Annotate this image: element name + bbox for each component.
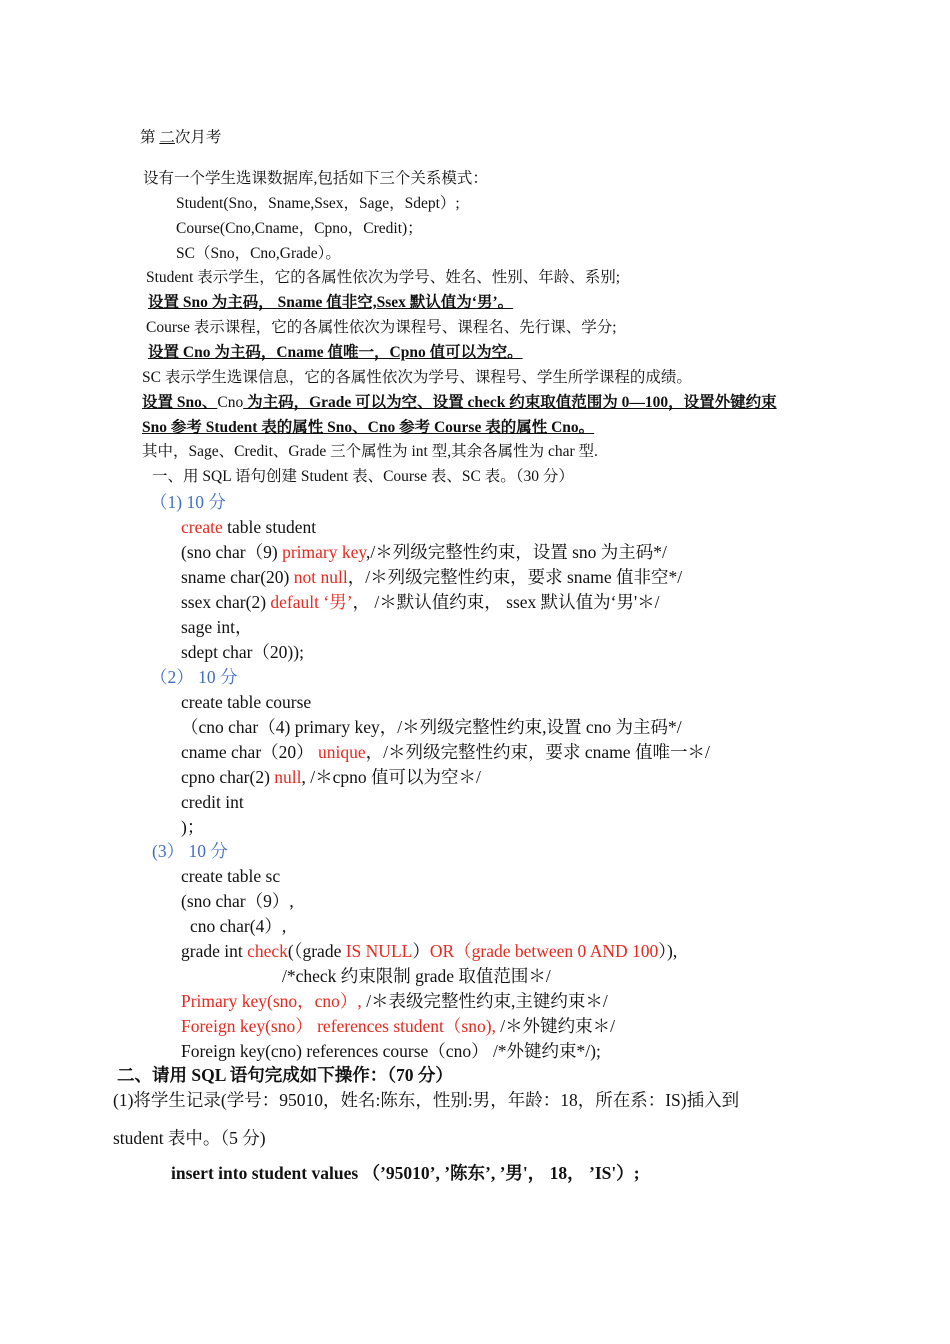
title-prefix: 第: [140, 129, 160, 146]
code-text: (（grade: [287, 941, 346, 961]
keyword: default ‘男’: [270, 592, 353, 612]
sc-requirements-line1: [142, 392, 777, 414]
q1-code-line4: [181, 591, 660, 613]
code-comment: /＊表级完整性约束,主键约束＊/: [361, 991, 608, 1011]
q2-code-line6: )；: [181, 817, 205, 837]
code-text: (sno char（9): [181, 542, 283, 562]
sc-requirements-line2: Sno 参考 Student 表的属性 Sno、Cno 参考 Course 表的属性 Cno。: [142, 419, 595, 436]
student-requirements: 设置 Sno 为主码， Sname 值非空,Ssex 默认值为‘男’。: [148, 294, 514, 311]
q1-code-line6: sdept char（20));: [181, 642, 304, 662]
q2-code-line1: create table course: [181, 692, 312, 712]
keyword: unique: [318, 742, 366, 762]
code-comment: ，/＊列级完整性约束，要求 cname 值唯一＊/: [365, 742, 710, 762]
keyword: not null: [293, 567, 348, 587]
keyword: check: [247, 941, 288, 961]
q3-label: (3） 10 分: [152, 841, 228, 861]
keyword: Primary key(sno，cno）,: [181, 991, 362, 1011]
sc-req-part-b: Cno: [217, 394, 244, 411]
code-text: table student: [222, 517, 317, 537]
page-title: [140, 127, 221, 149]
keyword: IS NULL: [345, 941, 413, 961]
part2-question1-line2: student 表中。（5 分): [113, 1128, 266, 1148]
part2-question1-answer: insert into student values （’95010’, ’陈东’, ’男'， 18， ’IS'）;: [171, 1163, 640, 1183]
q2-code-line2: （cno char（4) primary key，/＊列级完整性约束,设置 cno 为主码*/: [181, 717, 682, 737]
q3-code-line3: cno char(4）,: [190, 916, 287, 936]
code-comment: ，/＊列级完整性约束，要求 sname 值非空*/: [347, 567, 683, 587]
keyword: create: [181, 517, 223, 537]
q1-code-line5: sage int，: [181, 617, 253, 637]
q1-code-line3: [181, 566, 682, 588]
q2-label: （2） 10 分: [150, 667, 238, 687]
sc-req-part-a: 设置 Sno、: [142, 394, 218, 411]
schema-student: Student(Sno，Sname,Ssex，Sage，Sdept）;: [176, 195, 460, 212]
sc-req-part-c: 为主码，Grade 可以为空、设置 check 约束取值范围为 0—100，设置外键约束: [243, 394, 777, 411]
q2-code-line3: [181, 741, 710, 763]
code-comment: ， /＊默认值约束， ssex 默认值为‘男'＊/: [352, 592, 660, 612]
q3-code-line5: /*check 约束限制 grade 取值范围＊/: [282, 966, 551, 986]
code-comment: /＊外键约束＊/: [495, 1016, 616, 1036]
keyword: primary key: [282, 542, 366, 562]
part2-heading: 二、请用 SQL 语句完成如下操作：（70 分）: [117, 1065, 453, 1085]
q3-code-line8: Foreign key(cno) references course（cno） /*外键约束*/);: [181, 1041, 601, 1061]
q3-code-line4: [181, 940, 677, 962]
code-comment: , /＊cpno 值可以为空＊/: [301, 767, 481, 787]
code-text: ）),: [658, 941, 678, 961]
keyword: null: [274, 767, 302, 787]
intro-line: 设有一个学生选课数据库,包括如下三个关系模式：: [143, 170, 488, 187]
schema-sc: SC（Sno，Cno,Grade）。: [176, 245, 341, 262]
course-description: Course 表示课程，它的各属性依次为课程号、课程名、先行课、学分;: [146, 319, 617, 336]
q3-code-line7: [181, 1015, 615, 1037]
types-note: 其中，Sage、Credit、Grade 三个属性为 int 型,其余各属性为 char 型.: [142, 443, 598, 460]
code-comment: ,/＊列级完整性约束，设置 sno 为主码*/: [365, 542, 667, 562]
code-text: ssex char(2): [181, 592, 271, 612]
code-text: grade int: [181, 941, 248, 961]
part2-question1-line1: (1)将学生记录(学号：95010，姓名:陈东，性别:男，年龄：18，所在系：IS)插入到: [113, 1090, 740, 1110]
course-requirements: 设置 Cno 为主码，Cname 值唯一，Cpno 值可以为空。: [148, 344, 523, 361]
title-suffix: 次月考: [174, 129, 222, 146]
code-text: cpno char(2): [181, 767, 275, 787]
q3-code-line1: create table sc: [181, 866, 281, 886]
q2-code-line5: credit int: [181, 792, 244, 812]
keyword: OR（grade between 0 AND 100: [429, 941, 659, 961]
student-description: Student 表示学生，它的各属性依次为学号、姓名、性别、年龄、系别;: [146, 269, 621, 286]
code-text: cname char（20）: [181, 742, 319, 762]
keyword: Foreign key(sno） references student（sno),: [181, 1016, 496, 1036]
sc-description: SC 表示学生选课信息，它的各属性依次为学号、课程号、学生所学课程的成绩。: [142, 369, 692, 386]
schema-course: Course(Cno,Cname，Cpno，Credit)；: [176, 220, 423, 237]
q3-code-line2: (sno char（9）,: [181, 891, 294, 911]
part1-heading: 一、用 SQL 语句创建 Student 表、Course 表、SC 表。（30 分）: [152, 468, 574, 485]
q1-label: （1) 10 分: [150, 492, 226, 512]
code-text: ）: [412, 941, 430, 961]
code-text: sname char(20): [181, 567, 294, 587]
q1-code-line1: [181, 516, 316, 538]
q2-code-line4: [181, 766, 481, 788]
q3-code-line6: [181, 990, 608, 1012]
title-number: 二: [159, 129, 175, 146]
q1-code-line2: [181, 541, 667, 563]
